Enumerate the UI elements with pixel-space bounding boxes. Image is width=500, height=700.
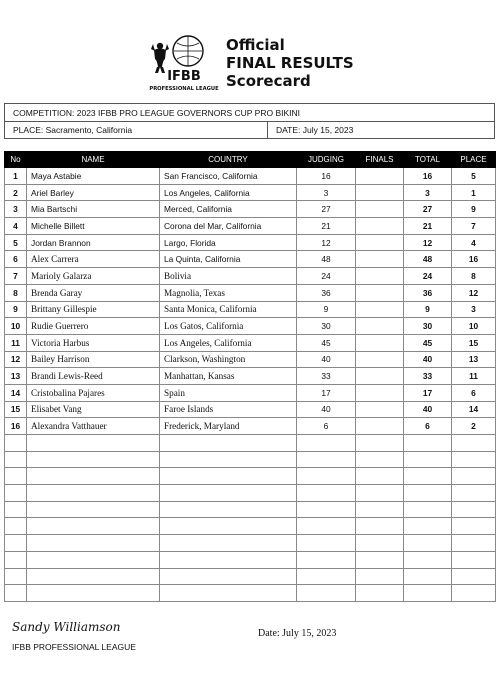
empty-cell (5, 535, 27, 552)
cell-name: Brenda Garay (27, 284, 160, 301)
cell-country: Magnolia, Texas (160, 284, 297, 301)
cell-finals (356, 334, 404, 351)
empty-cell (452, 518, 496, 535)
cell-judging: 24 (297, 268, 356, 285)
empty-cell (356, 435, 404, 452)
cell-name: Jordan Brannon (27, 234, 160, 251)
empty-row (5, 501, 496, 518)
empty-cell (5, 435, 27, 452)
cell-judging: 40 (297, 401, 356, 418)
empty-cell (5, 551, 27, 568)
empty-cell (452, 585, 496, 602)
cell-judging: 27 (297, 201, 356, 218)
cell-total: 9 (404, 301, 452, 318)
cell-place: 2 (452, 418, 496, 435)
cell-finals (356, 301, 404, 318)
header-judging: JUDGING (297, 152, 356, 168)
scorecard-header (0, 0, 500, 100)
cell-judging: 17 (297, 384, 356, 401)
empty-cell (5, 501, 27, 518)
empty-cell (404, 568, 452, 585)
cell-total: 45 (404, 334, 452, 351)
cell-finals (356, 184, 404, 201)
cell-country: Los Angeles, California (160, 334, 297, 351)
empty-cell (297, 535, 356, 552)
competition-info (4, 103, 495, 139)
cell-name: Maya Astabie (27, 168, 160, 185)
header-country: COUNTRY (160, 152, 297, 168)
empty-cell (297, 551, 356, 568)
cell-country: Largo, Florida (160, 234, 297, 251)
cell-name: Alexandra Vatthauer (27, 418, 160, 435)
empty-cell (160, 551, 297, 568)
empty-cell (27, 468, 160, 485)
cell-no: 5 (5, 234, 27, 251)
empty-cell (404, 535, 452, 552)
cell-country: Los Angeles, California (160, 184, 297, 201)
empty-cell (404, 585, 452, 602)
cell-place: 4 (452, 234, 496, 251)
cell-country: San Francisco, California (160, 168, 297, 185)
cell-country: Merced, California (160, 201, 297, 218)
empty-cell (160, 435, 297, 452)
empty-cell (404, 485, 452, 502)
empty-cell (404, 435, 452, 452)
cell-total: 40 (404, 351, 452, 368)
cell-place: 14 (452, 401, 496, 418)
cell-finals (356, 351, 404, 368)
header-no: No (5, 152, 27, 168)
cell-finals (356, 218, 404, 235)
empty-cell (27, 551, 160, 568)
empty-cell (356, 468, 404, 485)
results-header-row (5, 152, 496, 168)
empty-cell (452, 485, 496, 502)
empty-cell (297, 451, 356, 468)
signature-league: IFBB PROFESSIONAL LEAGUE (12, 642, 136, 652)
empty-cell (297, 568, 356, 585)
empty-cell (356, 568, 404, 585)
cell-place: 1 (452, 184, 496, 201)
cell-total: 33 (404, 368, 452, 385)
cell-judging: 30 (297, 318, 356, 335)
cell-name: Bailey Harrison (27, 351, 160, 368)
cell-place: 11 (452, 368, 496, 385)
results-table (4, 151, 496, 602)
cell-name: Rudie Guerrero (27, 318, 160, 335)
cell-country: Clarkson, Washington (160, 351, 297, 368)
cell-place: 9 (452, 201, 496, 218)
empty-row (5, 551, 496, 568)
empty-cell (404, 551, 452, 568)
cell-name: Elisabet Vang (27, 401, 160, 418)
cell-total: 21 (404, 218, 452, 235)
cell-judging: 45 (297, 334, 356, 351)
cell-place: 3 (452, 301, 496, 318)
empty-cell (297, 468, 356, 485)
empty-cell (27, 518, 160, 535)
competition-name: COMPETITION: 2023 IFBB PRO LEAGUE GOVERNORS CUP PRO BIKINI (13, 107, 301, 118)
cell-finals (356, 384, 404, 401)
cell-no: 3 (5, 201, 27, 218)
cell-finals (356, 168, 404, 185)
cell-name: Cristobalina Pajares (27, 384, 160, 401)
cell-place: 16 (452, 251, 496, 268)
table-row (5, 234, 496, 251)
results-body (5, 168, 496, 602)
cell-finals (356, 268, 404, 285)
table-row (5, 334, 496, 351)
empty-cell (404, 468, 452, 485)
empty-cell (356, 501, 404, 518)
cell-country: Los Gatos, California (160, 318, 297, 335)
table-row (5, 268, 496, 285)
cell-finals (356, 201, 404, 218)
empty-cell (160, 451, 297, 468)
cell-judging: 3 (297, 184, 356, 201)
cell-name: Alex Carrera (27, 251, 160, 268)
cell-no: 9 (5, 301, 27, 318)
cell-no: 10 (5, 318, 27, 335)
cell-no: 4 (5, 218, 27, 235)
header-name: NAME (27, 152, 160, 168)
cell-total: 40 (404, 401, 452, 418)
cell-place: 6 (452, 384, 496, 401)
table-row (5, 384, 496, 401)
empty-cell (297, 501, 356, 518)
cell-no: 1 (5, 168, 27, 185)
empty-cell (27, 585, 160, 602)
cell-judging: 36 (297, 284, 356, 301)
empty-cell (27, 568, 160, 585)
empty-cell (452, 568, 496, 585)
table-row (5, 284, 496, 301)
cell-country: La Quinta, California (160, 251, 297, 268)
judge-signature: Sandy Williamson (12, 620, 121, 634)
logo-subtext: PROFESSIONAL LEAGUE (149, 86, 219, 92)
cell-no: 16 (5, 418, 27, 435)
cell-finals (356, 251, 404, 268)
empty-cell (297, 518, 356, 535)
empty-row (5, 451, 496, 468)
cell-total: 17 (404, 384, 452, 401)
cell-judging: 12 (297, 234, 356, 251)
empty-cell (356, 451, 404, 468)
empty-cell (356, 485, 404, 502)
cell-finals (356, 284, 404, 301)
header-place: PLACE (452, 152, 496, 168)
table-row (5, 401, 496, 418)
cell-judging: 16 (297, 168, 356, 185)
cell-judging: 9 (297, 301, 356, 318)
table-row (5, 184, 496, 201)
empty-cell (297, 585, 356, 602)
empty-cell (356, 518, 404, 535)
cell-place: 13 (452, 351, 496, 368)
empty-cell (356, 551, 404, 568)
cell-country: Faroe Islands (160, 401, 297, 418)
title-line-scorecard: Scorecard (226, 72, 311, 90)
empty-cell (404, 518, 452, 535)
cell-judging: 33 (297, 368, 356, 385)
empty-cell (356, 535, 404, 552)
cell-place: 7 (452, 218, 496, 235)
cell-country: Bolivia (160, 268, 297, 285)
table-row (5, 368, 496, 385)
empty-cell (5, 451, 27, 468)
cell-place: 8 (452, 268, 496, 285)
empty-cell (160, 501, 297, 518)
cell-finals (356, 318, 404, 335)
empty-cell (452, 451, 496, 468)
scorecard-title (226, 36, 354, 90)
empty-cell (452, 535, 496, 552)
empty-cell (160, 568, 297, 585)
cell-total: 12 (404, 234, 452, 251)
cell-place: 5 (452, 168, 496, 185)
cell-judging: 48 (297, 251, 356, 268)
empty-cell (27, 501, 160, 518)
empty-cell (160, 518, 297, 535)
header-total: TOTAL (404, 152, 452, 168)
cell-finals (356, 401, 404, 418)
empty-cell (404, 451, 452, 468)
cell-country: Manhattan, Kansas (160, 368, 297, 385)
cell-finals (356, 234, 404, 251)
empty-row (5, 568, 496, 585)
empty-cell (160, 485, 297, 502)
empty-cell (27, 451, 160, 468)
empty-row (5, 435, 496, 452)
cell-country: Corona del Mar, California (160, 218, 297, 235)
cell-no: 13 (5, 368, 27, 385)
table-row (5, 418, 496, 435)
empty-row (5, 468, 496, 485)
cell-no: 12 (5, 351, 27, 368)
logo-text: IFBB (167, 69, 201, 84)
table-row (5, 251, 496, 268)
cell-total: 24 (404, 268, 452, 285)
empty-row (5, 518, 496, 535)
empty-row (5, 485, 496, 502)
empty-cell (5, 468, 27, 485)
empty-cell (404, 501, 452, 518)
table-row (5, 201, 496, 218)
empty-cell (452, 435, 496, 452)
empty-cell (27, 535, 160, 552)
cell-finals (356, 368, 404, 385)
cell-name: Mia Bartschi (27, 201, 160, 218)
empty-cell (452, 551, 496, 568)
cell-total: 48 (404, 251, 452, 268)
cell-country: Spain (160, 384, 297, 401)
empty-cell (5, 485, 27, 502)
competition-place: PLACE: Sacramento, California (5, 122, 268, 138)
cell-name: Brandi Lewis-Reed (27, 368, 160, 385)
table-row (5, 301, 496, 318)
cell-no: 2 (5, 184, 27, 201)
cell-total: 36 (404, 284, 452, 301)
cell-place: 10 (452, 318, 496, 335)
cell-name: Brittany Gillespie (27, 301, 160, 318)
empty-cell (160, 585, 297, 602)
cell-total: 30 (404, 318, 452, 335)
header-finals: FINALS (356, 152, 404, 168)
cell-country: Frederick, Maryland (160, 418, 297, 435)
empty-row (5, 585, 496, 602)
empty-cell (5, 585, 27, 602)
empty-cell (160, 468, 297, 485)
empty-cell (356, 585, 404, 602)
cell-name: Ariel Barley (27, 184, 160, 201)
empty-cell (5, 568, 27, 585)
cell-total: 6 (404, 418, 452, 435)
title-line-official: Official (226, 36, 285, 54)
empty-cell (297, 485, 356, 502)
empty-cell (27, 435, 160, 452)
cell-no: 15 (5, 401, 27, 418)
cell-place: 12 (452, 284, 496, 301)
footer-date: Date: July 15, 2023 (258, 628, 337, 639)
cell-finals (356, 418, 404, 435)
empty-cell (297, 435, 356, 452)
competition-date: DATE: July 15, 2023 (276, 125, 354, 135)
empty-cell (27, 485, 160, 502)
cell-no: 11 (5, 334, 27, 351)
cell-name: Victoria Harbus (27, 334, 160, 351)
cell-place: 15 (452, 334, 496, 351)
cell-no: 6 (5, 251, 27, 268)
empty-row (5, 535, 496, 552)
cell-country: Santa Monica, California (160, 301, 297, 318)
table-row (5, 318, 496, 335)
title-line-final-results: FINAL RESULTS (226, 54, 354, 72)
cell-name: Marioly Galarza (27, 268, 160, 285)
empty-cell (452, 501, 496, 518)
place-date-row (5, 121, 494, 138)
cell-judging: 21 (297, 218, 356, 235)
empty-cell (452, 468, 496, 485)
table-row (5, 351, 496, 368)
cell-total: 3 (404, 184, 452, 201)
cell-total: 16 (404, 168, 452, 185)
cell-judging: 6 (297, 418, 356, 435)
cell-no: 8 (5, 284, 27, 301)
empty-cell (5, 518, 27, 535)
ifbb-logo (144, 34, 222, 96)
table-row (5, 218, 496, 235)
cell-name: Michelle Billett (27, 218, 160, 235)
cell-total: 27 (404, 201, 452, 218)
table-row (5, 168, 496, 185)
cell-no: 14 (5, 384, 27, 401)
cell-no: 7 (5, 268, 27, 285)
empty-cell (160, 535, 297, 552)
competition-row (5, 104, 494, 121)
cell-judging: 40 (297, 351, 356, 368)
